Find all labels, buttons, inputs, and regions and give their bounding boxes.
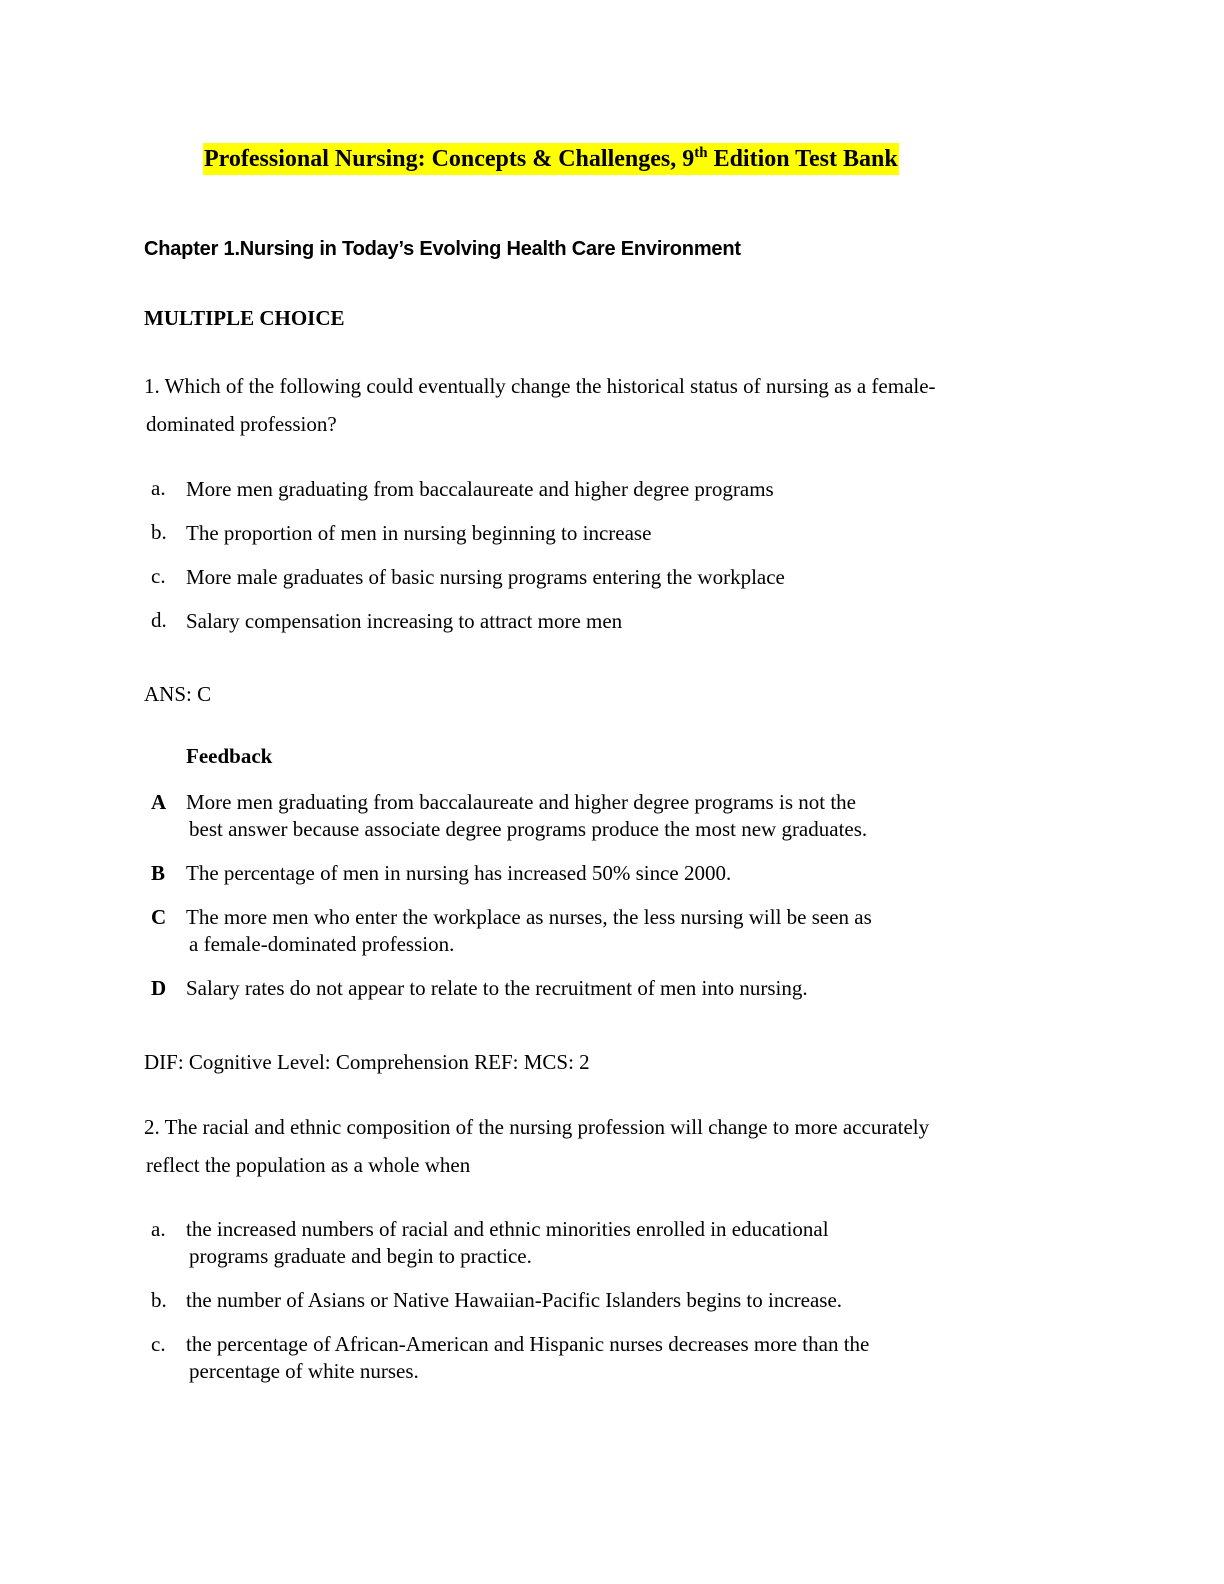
q2-option-b-letter: b. bbox=[151, 1288, 167, 1312]
q1-feedback-b-line-1: The percentage of men in nursing has increased 50% since 2000. bbox=[186, 861, 732, 885]
q2-option-a-line-1: the increased numbers of racial and ethnic minorities enrolled in educational bbox=[186, 1217, 829, 1241]
q2-option-c-letter: c. bbox=[151, 1332, 166, 1356]
q1-option-d-letter: d. bbox=[151, 608, 167, 632]
title-main: Professional Nursing: Concepts & Challenges, 9 bbox=[204, 146, 695, 172]
question-1-line-1: 1. Which of the following could eventually change the historical status of nursing as a female- bbox=[144, 374, 936, 398]
q2-option-c-line-1: the percentage of African-American and Hispanic nurses decreases more than the bbox=[186, 1332, 870, 1356]
q1-feedback-a-letter: A bbox=[151, 790, 167, 814]
title-superscript: th bbox=[694, 145, 708, 161]
document-title bbox=[203, 143, 899, 175]
q1-feedback-c-letter: C bbox=[151, 905, 167, 929]
q1-feedback-c-line-2: a female-dominated profession. bbox=[189, 932, 455, 956]
question-2-line-2: reflect the population as a whole when bbox=[146, 1153, 471, 1177]
q1-answer: ANS: C bbox=[144, 682, 212, 706]
q2-option-c-line-2: percentage of white nurses. bbox=[189, 1359, 419, 1383]
q1-metadata: DIF: Cognitive Level: Comprehension REF: MCS: 2 bbox=[144, 1050, 590, 1074]
q1-feedback-a-line-2: best answer because associate degree programs produce the most new graduates. bbox=[189, 817, 868, 841]
q1-option-c-text: More male graduates of basic nursing programs entering the workplace bbox=[186, 565, 785, 589]
q1-option-b-text: The proportion of men in nursing beginning to increase bbox=[186, 521, 652, 545]
q1-feedback-d-letter: D bbox=[151, 976, 167, 1000]
q1-option-c-letter: c. bbox=[151, 564, 166, 588]
q1-option-d-text: Salary compensation increasing to attract more men bbox=[186, 609, 623, 633]
q1-feedback-heading: Feedback bbox=[186, 744, 273, 768]
q1-feedback-a-line-1: More men graduating from baccalaureate and higher degree programs is not the bbox=[186, 790, 856, 814]
q2-option-a-line-2: programs graduate and begin to practice. bbox=[189, 1244, 532, 1268]
question-1-line-2: dominated profession? bbox=[146, 412, 337, 436]
q1-option-a-text: More men graduating from baccalaureate and higher degree programs bbox=[186, 477, 774, 501]
question-2-line-1: 2. The racial and ethnic composition of the nursing profession will change to more accurately bbox=[144, 1115, 930, 1139]
title-rest: Edition Test Bank bbox=[707, 146, 898, 172]
q2-option-a-letter: a. bbox=[151, 1217, 166, 1241]
section-heading: MULTIPLE CHOICE bbox=[144, 306, 345, 330]
q1-feedback-c-line-1: The more men who enter the workplace as nurses, the less nursing will be seen as bbox=[186, 905, 872, 929]
q1-feedback-b-letter: B bbox=[151, 861, 166, 885]
q2-option-b-line-1: the number of Asians or Native Hawaiian-Pacific Islanders begins to increase. bbox=[186, 1288, 843, 1312]
chapter-heading: Chapter 1.Nursing in Today’s Evolving Health Care Environment bbox=[144, 238, 741, 260]
q1-feedback-d-line-1: Salary rates do not appear to relate to the recruitment of men into nursing. bbox=[186, 976, 808, 1000]
q1-option-b-letter: b. bbox=[151, 520, 167, 544]
q1-option-a-letter: a. bbox=[151, 476, 166, 500]
